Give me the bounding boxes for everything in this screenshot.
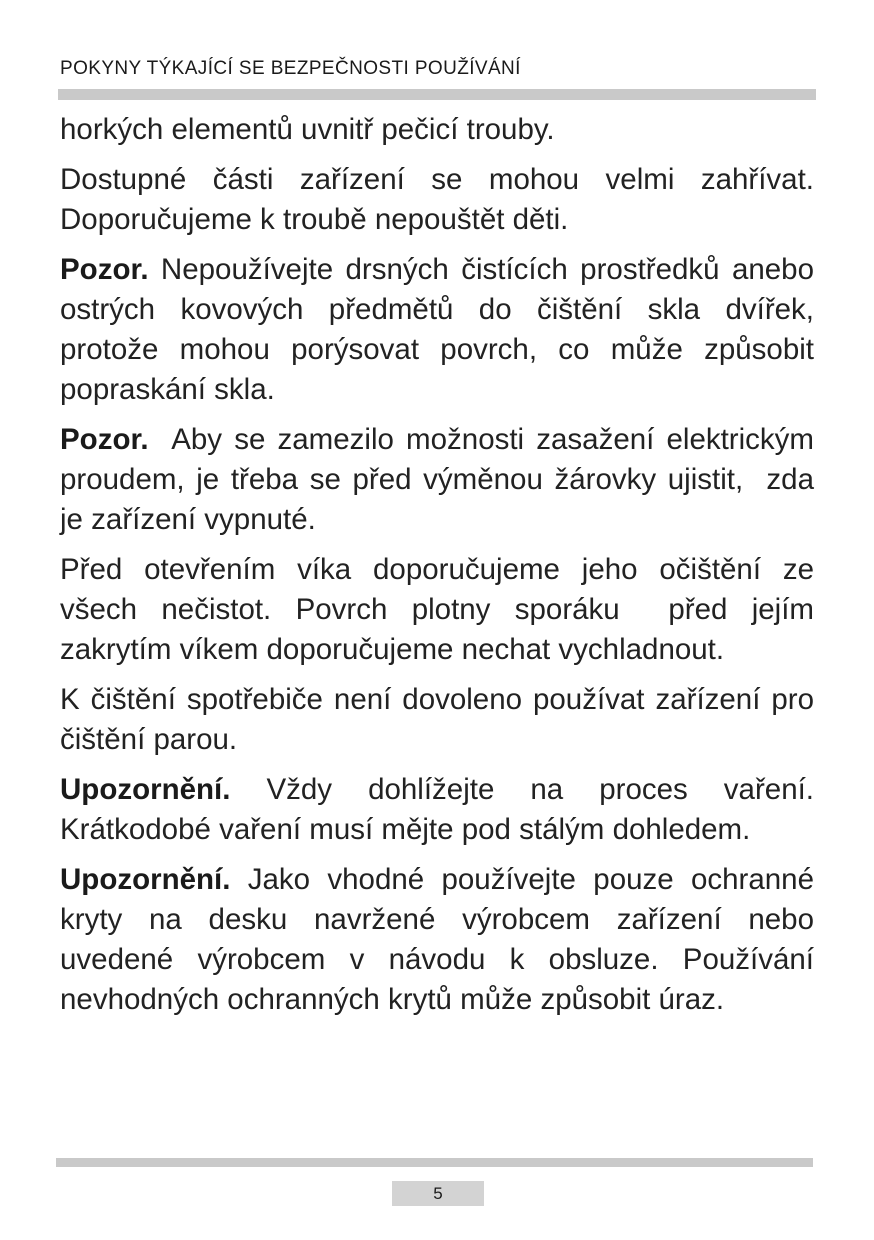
paragraph-text: Jako vhodné používejte pouze ochranné kryty na desku navržené výrobcem zařízení nebo uvedené výrobcem v návodu k obsluze. Používání nevhodných ochranných krytů může způsobit úraz. (60, 863, 823, 1016)
paragraph-text: Před otevřením víka doporučujeme jeho očištění ze všech nečistot. Povrch plotny sporáku před jejím zakrytím víkem doporučujeme nechat vychladnout. (60, 553, 823, 666)
footer-divider (56, 1158, 813, 1167)
header-divider (58, 89, 816, 100)
paragraph-text: Nepoužívejte drsných čistících prostředků anebo ostrých kovových předmětů do čištění skla dvířek, protože mohou porýsovat povrch, co může způsobit popraskání skla. (60, 253, 823, 406)
warning-label: Upozornění. (60, 863, 231, 896)
warning-paragraph (60, 770, 823, 850)
warning-paragraph (60, 250, 823, 410)
paragraph-text: K čištění spotřebiče není dovoleno používat zařízení pro čištění parou. (60, 683, 814, 756)
paragraph-text: Aby se zamezilo možnosti zasažení elektrickým proudem, je třeba se před výměnou žárovky ujistit, zda je zařízení vypnuté. (60, 423, 823, 536)
warning-paragraph (60, 860, 823, 1020)
paragraph (60, 110, 814, 150)
paragraph-text: Dostupné části zařízení se mohou velmi zahřívat. Doporučujeme k troubě nepouštět děti. (60, 163, 814, 236)
paragraph-text: horkých elementů uvnitř pečicí trouby. (60, 113, 555, 146)
paragraph (60, 160, 814, 240)
page-number: 5 (392, 1181, 484, 1206)
warning-paragraph (60, 420, 823, 540)
paragraph (60, 680, 814, 760)
paragraph (60, 550, 823, 670)
paragraph-text: Vždy dohlížejte na proces vaření. Krátkodobé vaření musí mějte pod stálým dohledem. (60, 773, 823, 846)
page-body (60, 110, 823, 1030)
warning-label: Pozor. (60, 253, 149, 286)
warning-label: Upozornění. (60, 773, 231, 806)
page-header-title: POKYNY TÝKAJÍCÍ SE BEZPEČNOSTI POUŽÍVÁNÍ (60, 58, 521, 79)
warning-label: Pozor. (60, 423, 149, 456)
